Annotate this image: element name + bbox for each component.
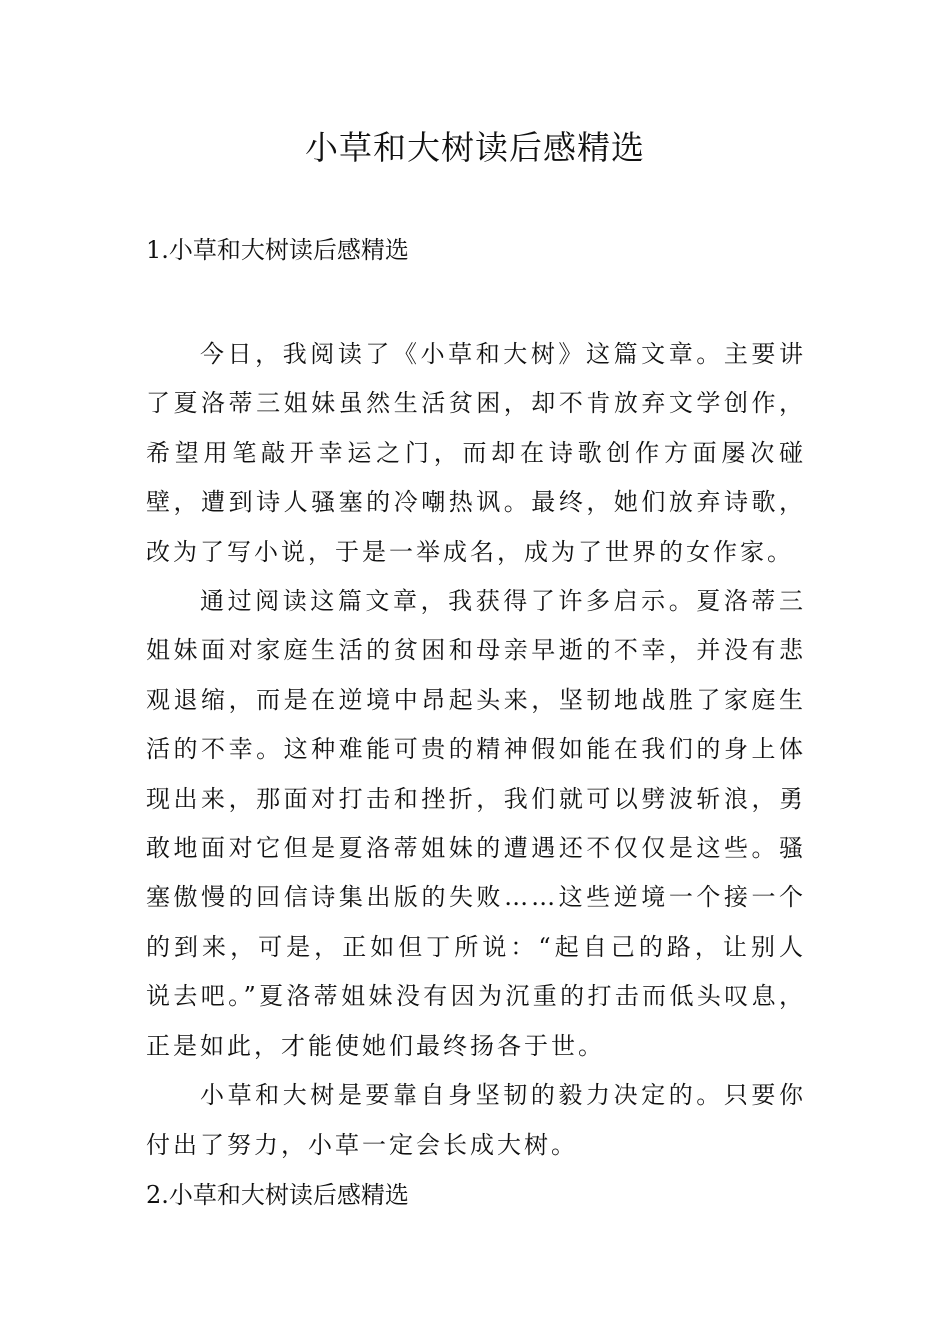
section-heading-2: 2.小草和大树读后感精选: [146, 1181, 409, 1209]
paragraph-3: 小草和大树是要靠自身坚韧的毅力决定的。只要你付出了努力，小草一定会长成大树。: [146, 1081, 806, 1159]
paragraph-2: 通过阅读这篇文章，我获得了许多启示。夏洛蒂三姐妹面对家庭生活的贫困和母亲早逝的不幸，并没有悲观退缩，而是在逆境中昂起头来，坚韧地战胜了家庭生活的不幸。这种难能可贵的精神假如能在我们的身上体现出来，那面对打击和挫折，我们就可以劈波斩浪，勇敢地面对它但是夏洛蒂姐妹的遭遇还不仅仅是这些。骚塞傲慢的回信诗集出版的失败……这些逆境一个接一个的到来，可是，正如但丁所说：“起自己的路，让别人说去吧。”夏洛蒂姐妹没有因为沉重的打击而低头叹息，正是如此，才能使她们最终扬各于世。: [146, 587, 806, 1060]
section-heading-1: 1.小草和大树读后感精选: [146, 236, 409, 264]
document-title: 小草和大树读后感精选: [305, 128, 645, 167]
section-1-body: [146, 330, 806, 1170]
paragraph-1: 今日，我阅读了《小草和大树》这篇文章。主要讲了夏洛蒂三姐妹虽然生活贫困，却不肯放弃文学创作，希望用笔敲开幸运之门，而却在诗歌创作方面屡次碰壁，遭到诗人骚塞的冷嘲热讽。最终，她们放弃诗歌，改为了写小说，于是一举成名，成为了世界的女作家。: [146, 340, 806, 566]
